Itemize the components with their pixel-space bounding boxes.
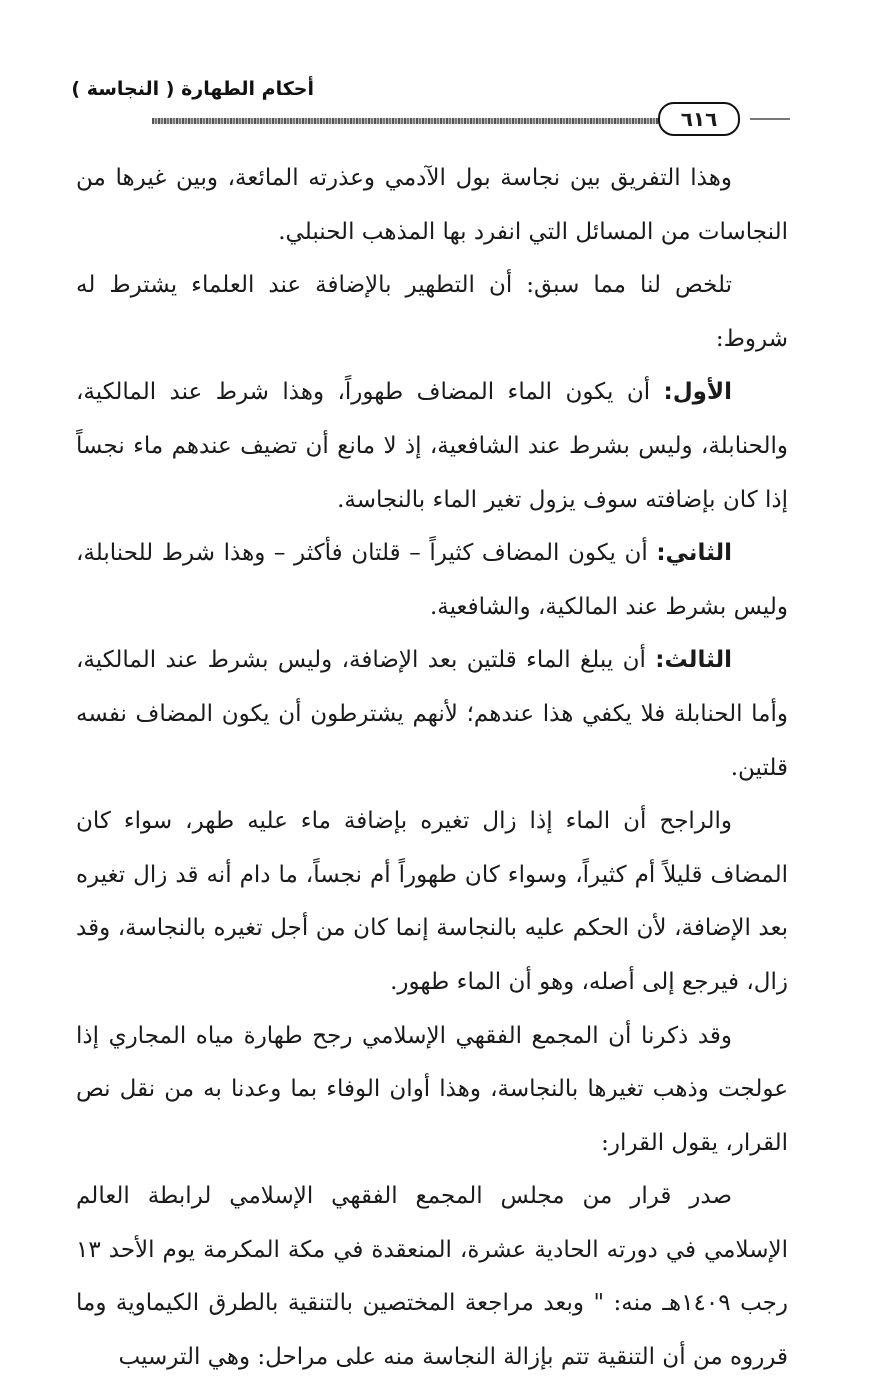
paragraph-quote: صدر قرار من مجلس المجمع الفقهي الإسلامي لرابطة العالم الإسلامي في دورته الحادية عشرة، المنعقدة في مكة المكرمة يوم الأحد ١٣ رجب ١٤٠٩هـ منه: " وبعد مراجعة المختصين بالتنقية بالطرق الكيماوية وما قرروه من أن التنقية تتم بإزالة النجاسة منه على مراحل: وهي الترسيب bbox=[76, 1183, 788, 1371]
page-body bbox=[76, 152, 788, 1385]
paragraph-lead: الأول: bbox=[663, 379, 732, 406]
paragraph: وقد ذكرنا أن المجمع الفقهي الإسلامي رجح طهارة مياه المجاري إذا عولجت وذهب تغيرها بالنجاسة، وهذا أوان الوفاء بما وعدنا به من نقل نص القرار، يقول القرار: bbox=[76, 1022, 788, 1156]
paragraph-condition-first: الأول: أن يكون الماء المضاف طهوراً، وهذا شرط عند المالكية، والحنابلة، وليس بشرط عند الشافعية، إذ لا مانع أن تضيف عندهم ماء نجساً إذا كان بإضافته سوف يزول تغير الماء بالنجاسة. bbox=[76, 379, 788, 513]
header-rule bbox=[152, 118, 692, 124]
paragraph-lead: الثالث: bbox=[655, 647, 732, 674]
running-title: أحكام الطهارة ( النجاسة ) bbox=[71, 78, 314, 100]
page-number: ٦١٦ bbox=[658, 102, 740, 136]
page-header bbox=[71, 70, 790, 131]
paragraph: وهذا التفريق بين نجاسة بول الآدمي وعذرته المائعة، وبين غيرها من النجاسات من المسائل التي انفرد بها المذهب الحنبلي. bbox=[76, 165, 788, 245]
paragraph-lead: الثاني: bbox=[656, 540, 732, 567]
paragraph: تلخص لنا مما سبق: أن التطهير بالإضافة عند العلماء يشترط له شروط: bbox=[76, 272, 788, 352]
paragraph-condition-third: الثالث: أن يبلغ الماء قلتين بعد الإضافة، وليس بشرط عند المالكية، وأما الحنابلة فلا يكفي هذا عندهم؛ لأنهم يشترطون أن يكون المضاف نفسه قلتين. bbox=[76, 647, 788, 781]
paragraph-condition-second: الثاني: أن يكون المضاف كثيراً – قلتان فأكثر – وهذا شرط للحنابلة، وليس بشرط عند المالكية، والشافعية. bbox=[76, 540, 788, 620]
header-rule-right bbox=[750, 118, 790, 120]
paragraph: والراجح أن الماء إذا زال تغيره بإضافة ماء عليه طهر، سواء كان المضاف قليلاً أم كثيراً، وسواء كان طهوراً أم نجساً، ما دام أنه قد زال تغيره بعد الإضافة، لأن الحكم عليه بالنجاسة إنما كان من أجل تغيره بالنجاسة، وقد زال، فيرجع إلى أصله، وهو أن الماء طهور. bbox=[76, 808, 788, 995]
